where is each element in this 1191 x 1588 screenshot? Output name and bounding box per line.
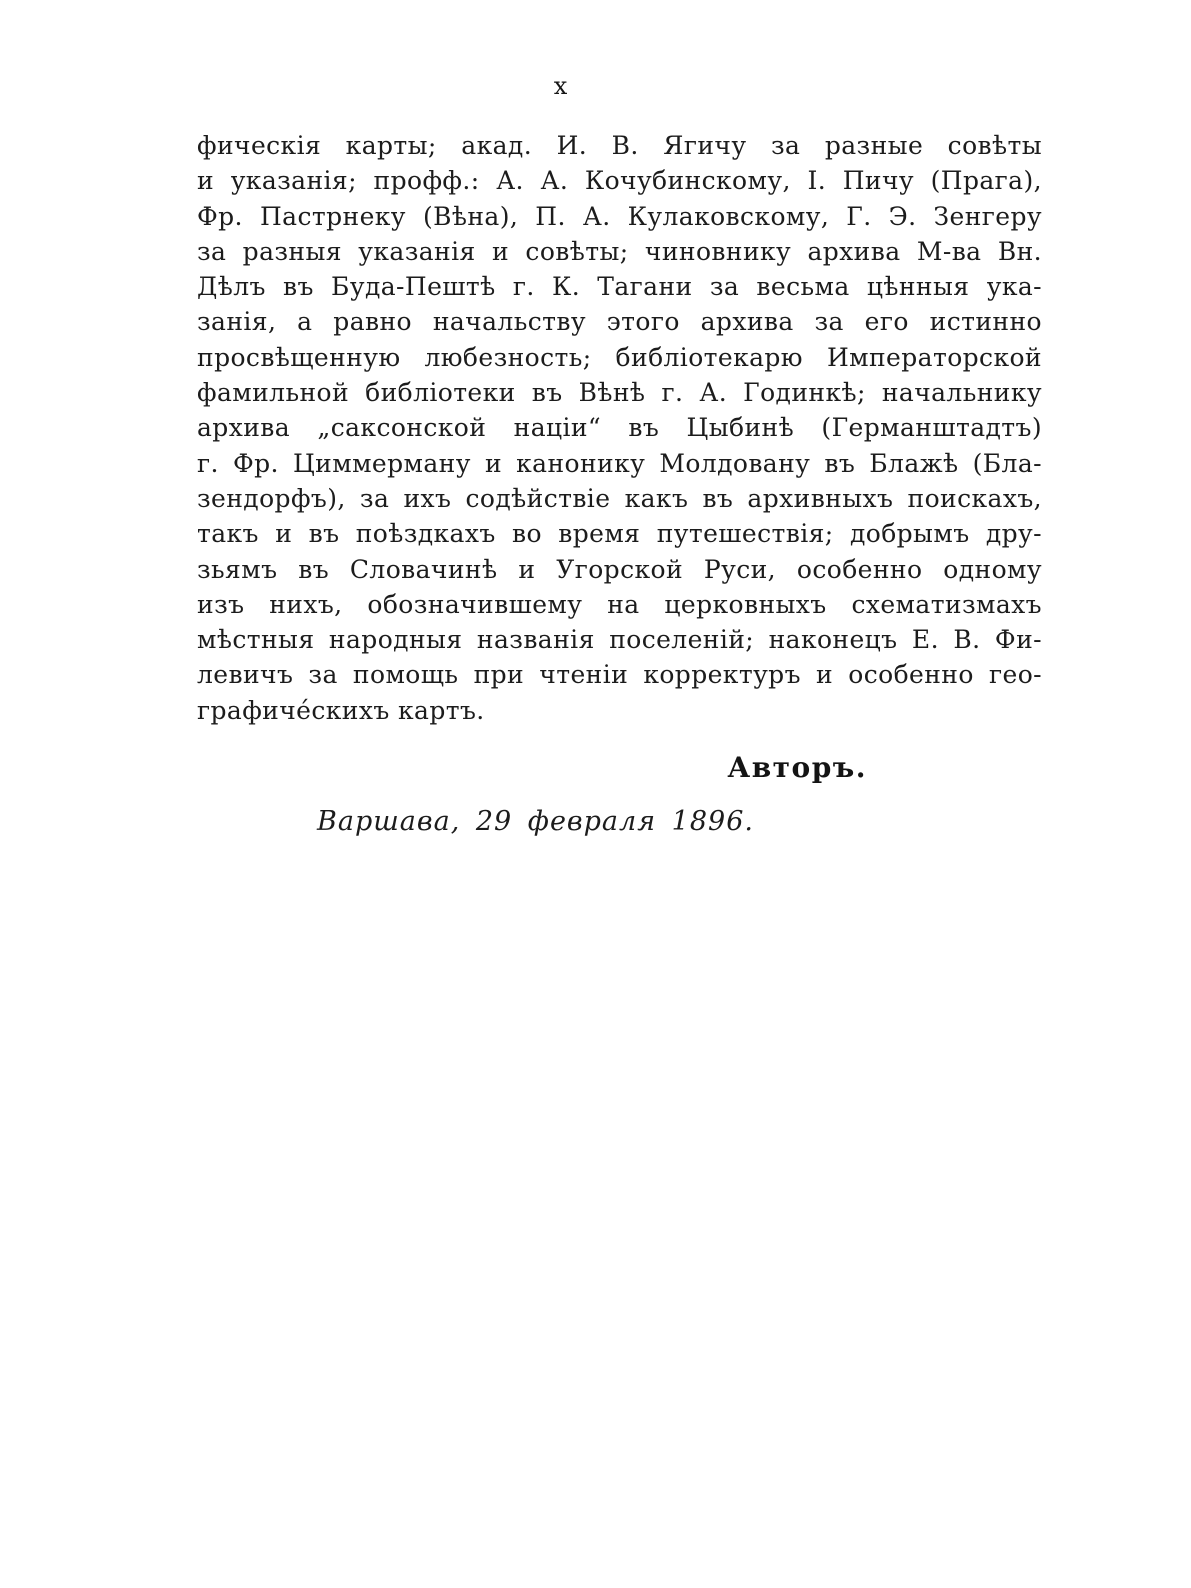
text-line: архива „саксонской націи“ въ Цыбинѣ (Германштадтъ) [197, 413, 1042, 443]
text-line: зендорфъ), за ихъ содѣйствіе какъ въ архивныхъ поискахъ, [197, 483, 1042, 513]
dateline: Варшава, 29 февраля 1896. [317, 806, 754, 837]
text-line: просвѣщенную любезность; библіотекарю Императорской [197, 342, 1042, 372]
text-line: левичъ за помощь при чтеніи корректуръ и особенно гео- [197, 660, 1042, 690]
text-line: изъ нихъ, обозначившему на церковныхъ схематизмахъ [197, 589, 1042, 619]
text-line: графиче́скихъ картъ. [197, 695, 485, 725]
text-line: фическія карты; акад. И. В. Ягичу за разные совѣты [197, 131, 1042, 160]
text-line: зьямъ въ Словачинѣ и Угорской Руси, особенно одному [197, 554, 1042, 584]
text-line: фамильной библіотеки въ Вѣнѣ г. А. Годинкѣ; начальнику [197, 378, 1042, 408]
text-line: такъ и въ поѣздкахъ во время путешествія; добрымъ дру- [197, 519, 1042, 549]
text-line: Дѣлъ въ Буда-Пештѣ г. К. Тагани за весьма цѣнныя ука- [197, 272, 1042, 302]
text-line: мѣстныя народныя названія поселеній; наконецъ Е. В. Фи- [197, 625, 1042, 655]
acknowledgments-paragraph [197, 128, 1042, 728]
text-line: занія, а равно начальству этого архива за его истинно [197, 307, 1042, 337]
text-line: за разныя указанія и совѣты; чиновнику архива М-ва Вн. [197, 236, 1042, 266]
text-line: г. Фр. Циммерману и канонику Молдовану въ Блажѣ (Бла- [197, 448, 1042, 478]
text-line: Фр. Пастрнеку (Вѣна), П. А. Кулаковскому, Г. Э. Зенгеру [197, 201, 1042, 231]
text-line: и указанія; профф.: А. А. Кочубинскому, І. Пичу (Прага), [197, 166, 1042, 196]
author-signature: Авторъ. [727, 751, 867, 784]
page-number: x [553, 72, 569, 100]
